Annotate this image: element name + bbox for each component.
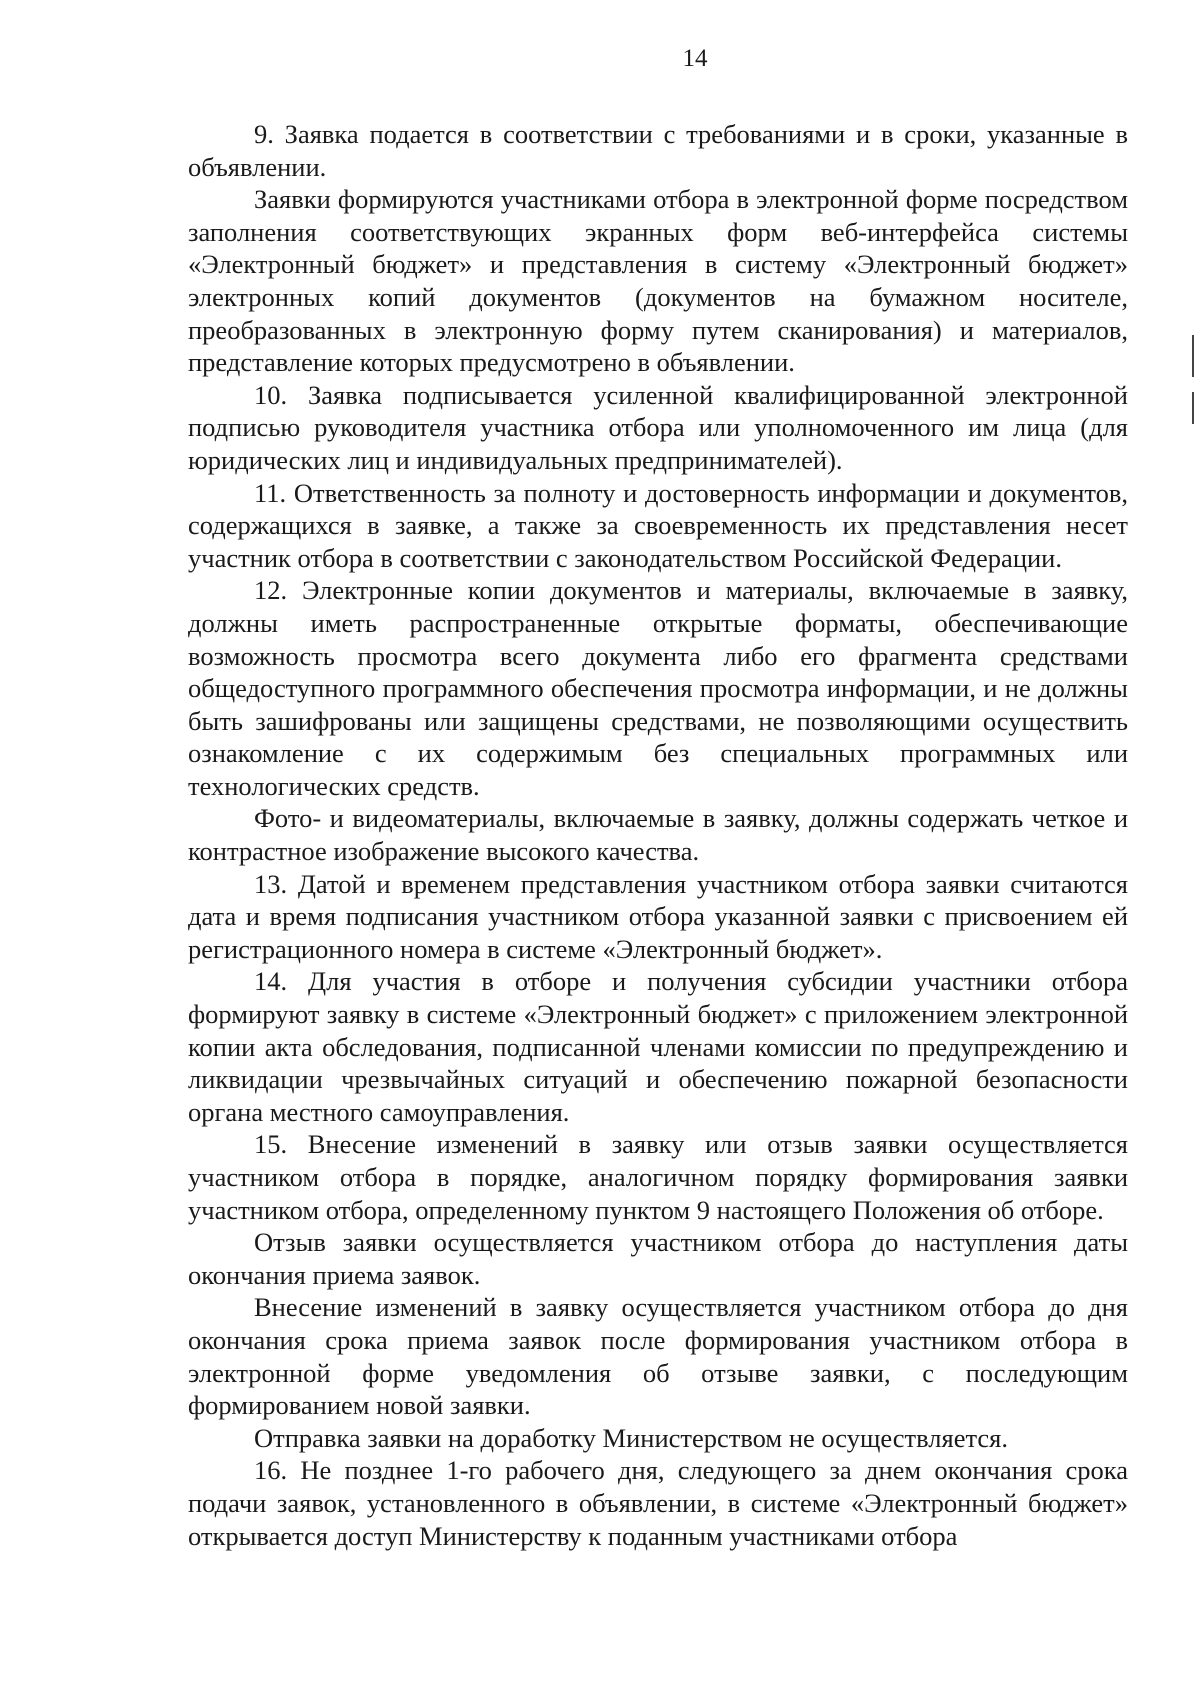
paragraph-12-media: Фото- и видеоматериалы, включаемые в заявку, должны содержать четкое и контрастное изображение высокого качества. xyxy=(188,803,1128,867)
paragraph-15: 15. Внесение изменений в заявку или отзыв заявки осуществляется участником отбора в порядке, аналогичном порядку формирования заявки участником отбора, определенному пунктом 9 настоящего Положения об отборе. xyxy=(188,1129,1128,1225)
paragraph-11: 11. Ответственность за полноту и достоверность информации и документов, содержащихся в заявке, а также за своевременность их представления несет участник отбора в соответствии с законодательством Российской Федерации. xyxy=(188,477,1128,573)
paragraph-10: 10. Заявка подписывается усиленной квалифицированной электронной подписью руководителя участника отбора или уполномоченного им лица (для юридических лиц и индивидуальных предпринимателей). xyxy=(188,379,1128,475)
margin-scan-mark-upper xyxy=(1192,335,1194,377)
paragraph-12: 12. Электронные копии документов и материалы, включаемые в заявку, должны иметь распространенные открытые форматы, обеспечивающие возможность просмотра всего документа либо его фрагмента средствами общедоступного программного обеспечения просмотра информации, и не должны быть зашифрованы или защищены средствами, не позволяющими осуществить ознакомление с их содержимым без специальных программных или технологических средств. xyxy=(188,575,1128,801)
paragraph-16: 16. Не позднее 1-го рабочего дня, следующего за днем окончания срока подачи заявок, установленного в объявлении, в системе «Электронный бюджет» открывается доступ Министерству к поданным участниками отбора xyxy=(188,1455,1128,1551)
paragraph-14: 14. Для участия в отборе и получения субсидии участники отбора формируют заявку в системе «Электронный бюджет» с приложением электронной копии акта обследования, подписанной членами комиссии по предупреждению и ликвидации чрезвычайных ситуаций и обеспечению пожарной безопасности органа местного самоуправления. xyxy=(188,966,1128,1127)
paragraph-13: 13. Датой и временем представления участником отбора заявки считаются дата и время подписания участником отбора указанной заявки с присвоением ей регистрационного номера в системе «Электронный бюджет». xyxy=(188,868,1128,964)
page-number: 14 xyxy=(682,45,708,72)
paragraph-9-forms: Заявки формируются участниками отбора в электронной форме посредством заполнения соответствующих экранных форм веб-интерфейса системы «Электронный бюджет» и представления в систему «Электронный бюджет» электронных копий документов (документов на бумажном носителе, преобразованных в электронную форму путем сканирования) и материалов, представление которых предусмотрено в объявлении. xyxy=(188,184,1128,378)
margin-scan-mark-lower xyxy=(1192,392,1194,424)
document-body xyxy=(188,118,1128,1552)
paragraph-15-revision: Отправка заявки на доработку Министерством не осуществляется. xyxy=(254,1422,1008,1453)
paragraph-9: 9. Заявка подается в соответствии с требованиями и в сроки, указанные в объявлении. xyxy=(188,119,1128,182)
paragraph-15-changes: Внесение изменений в заявку осуществляется участником отбора до дня окончания срока приема заявок после формирования участником отбора в электронной форме уведомления об отзыве заявки, с последующим формированием новой заявки. xyxy=(188,1292,1128,1421)
paragraph-15-withdrawal: Отзыв заявки осуществляется участником отбора до наступления даты окончания приема заявок. xyxy=(188,1227,1128,1290)
